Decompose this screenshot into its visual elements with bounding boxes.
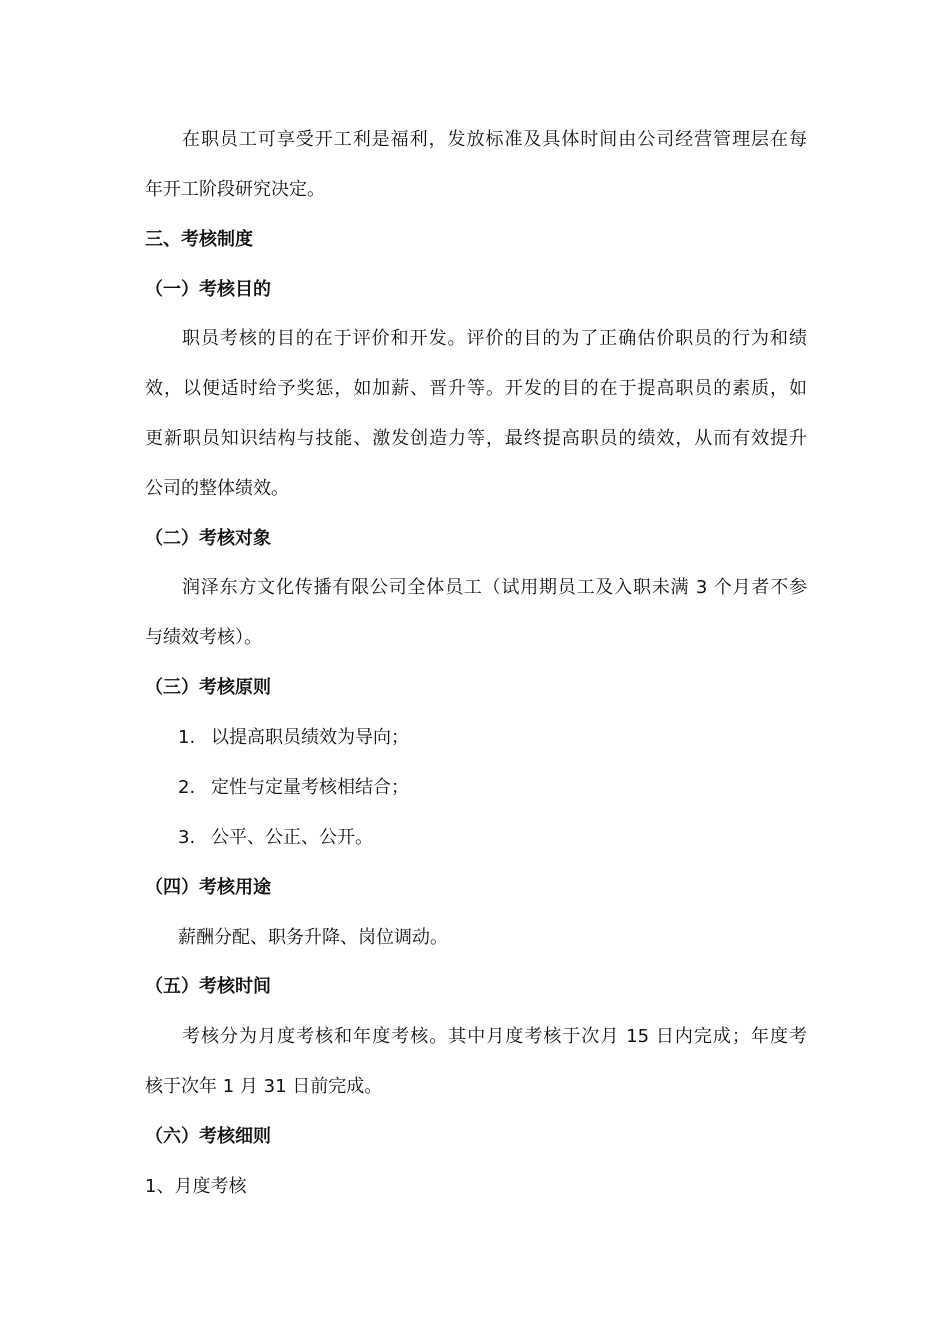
purpose-paragraph-line-2: 效，以便适时给予奖惩，如加薪、晋升等。开发的目的在于提高职员的素质，如 [145,378,807,399]
target-paragraph-line-2: 与绩效考核）。 [145,627,262,648]
purpose-paragraph-line-4: 公司的整体绩效。 [145,478,289,499]
list-item-number: 2. [178,777,196,798]
timing-paragraph-line-2: 核于次年 1 月 31 日前完成。 [145,1076,383,1097]
purpose-heading: （一）考核目的 [145,279,271,300]
list-item-number: 3. [178,827,196,848]
purpose-paragraph-line-3: 更新职员知识结构与技能、激发创造力等，最终提高职员的绩效，从而有效提升 [145,428,807,449]
welfare-paragraph-line-1: 在职员工可享受开工利是福利，发放标准及具体时间由公司经营管理层在每 [182,129,807,150]
list-item: 以提高职员绩效为导向； [211,727,409,748]
list-item: 定性与定量考核相结合； [211,777,409,798]
welfare-paragraph-line-2: 年开工阶段研究决定。 [145,179,325,200]
list-item: 公平、公正、公开。 [211,827,373,848]
details-heading: （六）考核细则 [145,1126,271,1147]
purpose-paragraph-line-1: 职员考核的目的在于评价和开发。评价的目的为了正确估价职员的行为和绩 [182,328,807,349]
list-item-number: 1. [178,727,196,748]
section-title: 三、考核制度 [145,229,253,250]
target-heading: （二）考核对象 [145,528,271,549]
usage-paragraph: 薪酬分配、职务升降、岗位调动。 [178,927,448,948]
target-paragraph-line-1: 润泽东方文化传播有限公司全体员工（试用期员工及入职未满 3 个月者不参 [182,577,807,598]
timing-heading: （五）考核时间 [145,976,271,997]
timing-paragraph-line-1: 考核分为月度考核和年度考核。其中月度考核于次月 15 日内完成；年度考 [182,1026,807,1047]
principles-heading: （三）考核原则 [145,677,271,698]
usage-heading: （四）考核用途 [145,877,271,898]
details-subheading: 1、月度考核 [145,1176,247,1197]
